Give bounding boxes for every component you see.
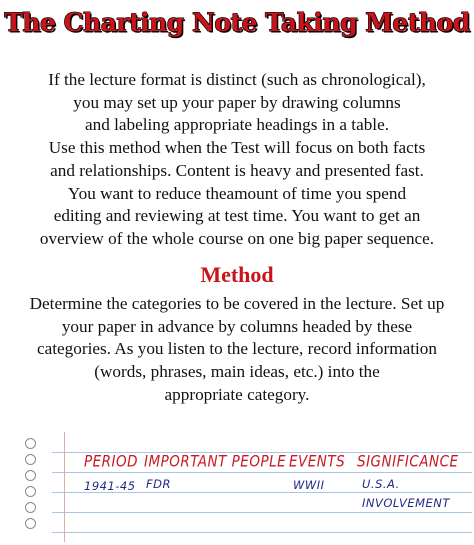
cell-people: FDR [146,477,171,491]
header-events: EVENTS [289,452,346,472]
intro-paragraph [0,69,474,251]
notebook-example [22,432,472,542]
intro-line: and relationships. Content is heavy and presented fast. [50,160,424,180]
ruled-line [52,472,472,473]
intro-line: overview of the whole course on one big paper sequence. [39,228,435,248]
ruled-line [52,512,472,513]
method-heading: Method [200,262,274,287]
spiral-ring-icon [25,470,36,481]
spiral-ring-icon [25,454,36,465]
method-line: categories. As you listen to the lecture, record information [37,339,437,359]
method-line: (words, phrases, main ideas, etc.) into the [94,362,380,382]
method-paragraph [0,293,474,407]
ruled-line [52,532,472,533]
margin-line [64,432,65,542]
page-title: The Charting Note Taking Method [4,8,470,37]
cell-significance: U.S.A. [362,477,400,491]
cell-events: WWII [293,478,325,492]
intro-line: editing and reviewing at test time. You want to get an [53,206,421,226]
intro-line: and labeling appropriate headings in a table. [84,115,389,135]
cell-significance-continued: INVOLVEMENT [362,496,450,510]
header-period: PERIOD [84,452,139,472]
spiral-ring-icon [25,502,36,513]
header-important-people: IMPORTANT PEOPLE [144,452,287,472]
header-significance: SIGNIFICANCE [357,452,459,472]
intro-line: Use this method when the Test will focus on both facts [48,138,426,158]
spiral-ring-icon [25,518,36,529]
spiral-ring-icon [25,438,36,449]
cell-period: 1941-45 [84,479,136,493]
intro-line: If the lecture format is distinct (such as chronological), [48,70,426,89]
method-line: Determine the categories to be covered in the lecture. Set up [29,294,445,313]
method-line: your paper in advance by columns headed by these [61,316,413,336]
spiral-ring-icon [25,486,36,497]
intro-line: You want to reduce theamount of time you spend [67,183,407,203]
intro-line: you may set up your paper by drawing columns [73,92,401,112]
method-line: appropriate category. [164,384,310,404]
